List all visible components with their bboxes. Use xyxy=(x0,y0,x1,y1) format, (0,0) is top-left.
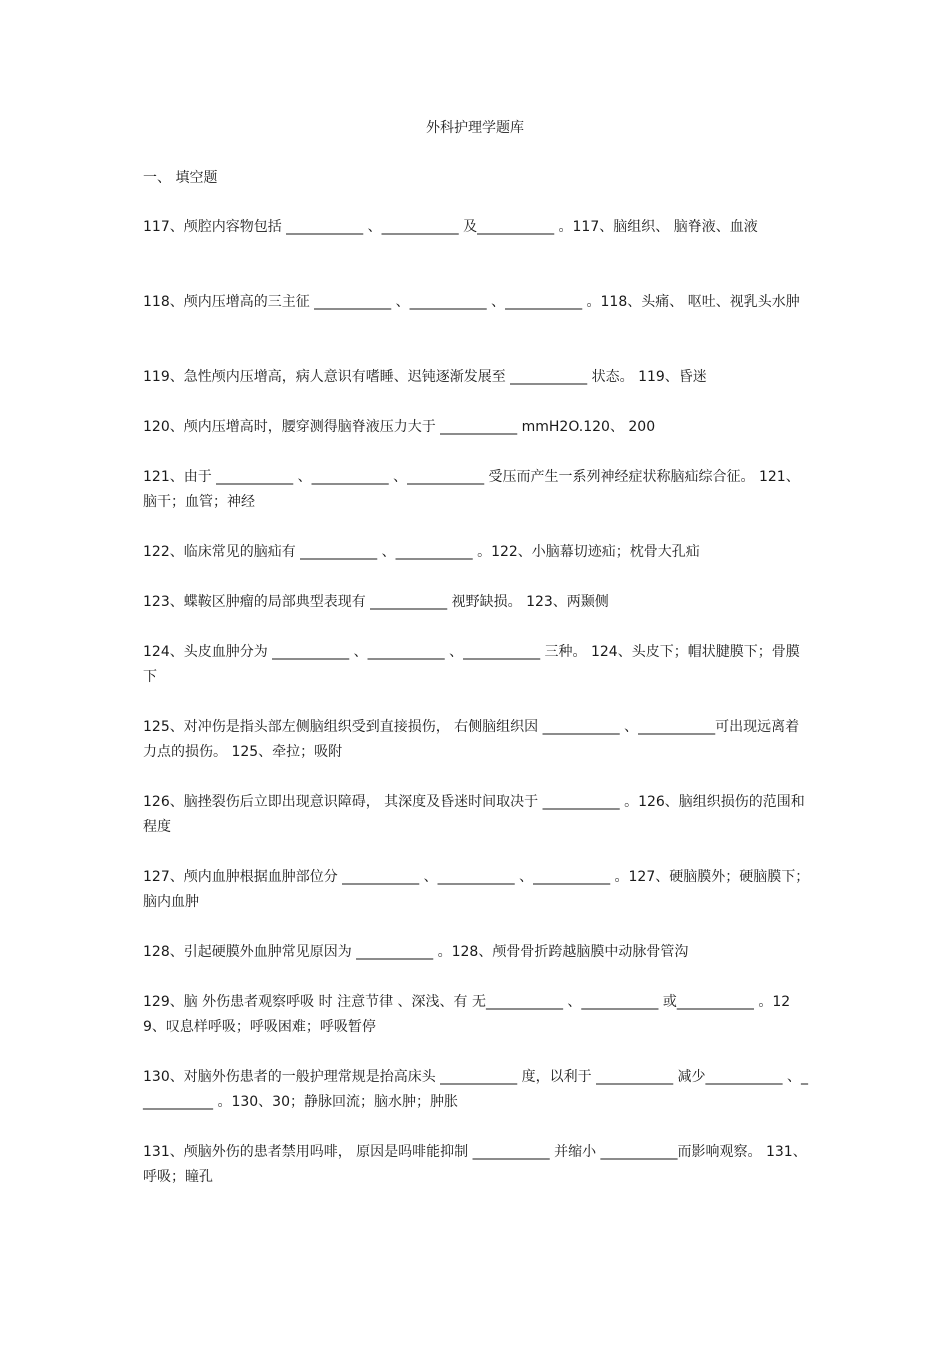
section-heading: 一、 填空题 xyxy=(143,170,218,186)
question-131: 131、颅脑外伤的患者禁用吗啡， 原因是吗啡能抑制 ___________ 并缩小 ___________而影响观察。 131、呼吸；瞳孔 xyxy=(143,1144,807,1185)
question-120: 120、颅内压增高时，腰穿测得脑脊液压力大于 ___________ mmH2O.120、 200 xyxy=(143,419,656,435)
question-119: 119、急性颅内压增高，病人意识有嗜睡、迟钝逐渐发展至 ___________ 状态。 119、昏迷 xyxy=(143,369,707,385)
question-124: 124、头皮血肿分为 ___________ 、___________ 、___________ 三种。 124、头皮下；帽状腱膜下；骨膜下 xyxy=(143,644,800,685)
question-118: 118、颅内压增高的三主征 ___________ 、___________ 、___________ 。118、头痛、 呕吐、视乳头水肿 xyxy=(143,294,800,310)
question-130: 130、对脑外伤患者的一般护理常规是抬高床头 ___________ 度，以利于 ___________ 减少___________ 、___________ 。130、30；静脉回流；脑水肿；肿胀 xyxy=(143,1069,808,1110)
document-title: 外科护理学题库 xyxy=(426,120,524,136)
question-123: 123、蝶鞍区肿瘤的局部典型表现有 ___________ 视野缺损。 123、两颞侧 xyxy=(143,594,609,610)
question-117: 117、颅腔内容物包括 ___________ 、___________ 及___________ 。117、脑组织、 脑脊液、血液 xyxy=(143,219,758,235)
question-126: 126、脑挫裂伤后立即出现意识障碍， 其深度及昏迷时间取决于 ___________ 。126、脑组织损伤的范围和程度 xyxy=(143,794,805,835)
question-127: 127、颅内血肿根据血肿部位分 ___________ 、___________ 、___________ 。127、硬脑膜外；硬脑膜下；脑内血肿 xyxy=(143,869,810,910)
question-125: 125、对冲伤是指头部左侧脑组织受到直接损伤， 右侧脑组织因 ___________ 、___________可出现远离着力点的损伤。 125、牵拉；吸附 xyxy=(143,719,800,760)
question-122: 122、临床常见的脑疝有 ___________ 、___________ 。122、小脑幕切迹疝；枕骨大孔疝 xyxy=(143,544,700,560)
question-128: 128、引起硬膜外血肿常见原因为 ___________ 。128、颅骨骨折跨越脑膜中动脉骨管沟 xyxy=(143,944,689,960)
question-129: 129、脑 外伤患者观察呼吸 时 注意节律 、深浅、有 无___________ 、___________ 或___________ 。129、叹息样呼吸；呼吸困难；呼吸暂停 xyxy=(143,994,791,1035)
question-121: 121、由于 ___________ 、___________ 、___________ 受压而产生一系列神经症状称脑疝综合征。 121、脑干；血管；神经 xyxy=(143,469,800,510)
